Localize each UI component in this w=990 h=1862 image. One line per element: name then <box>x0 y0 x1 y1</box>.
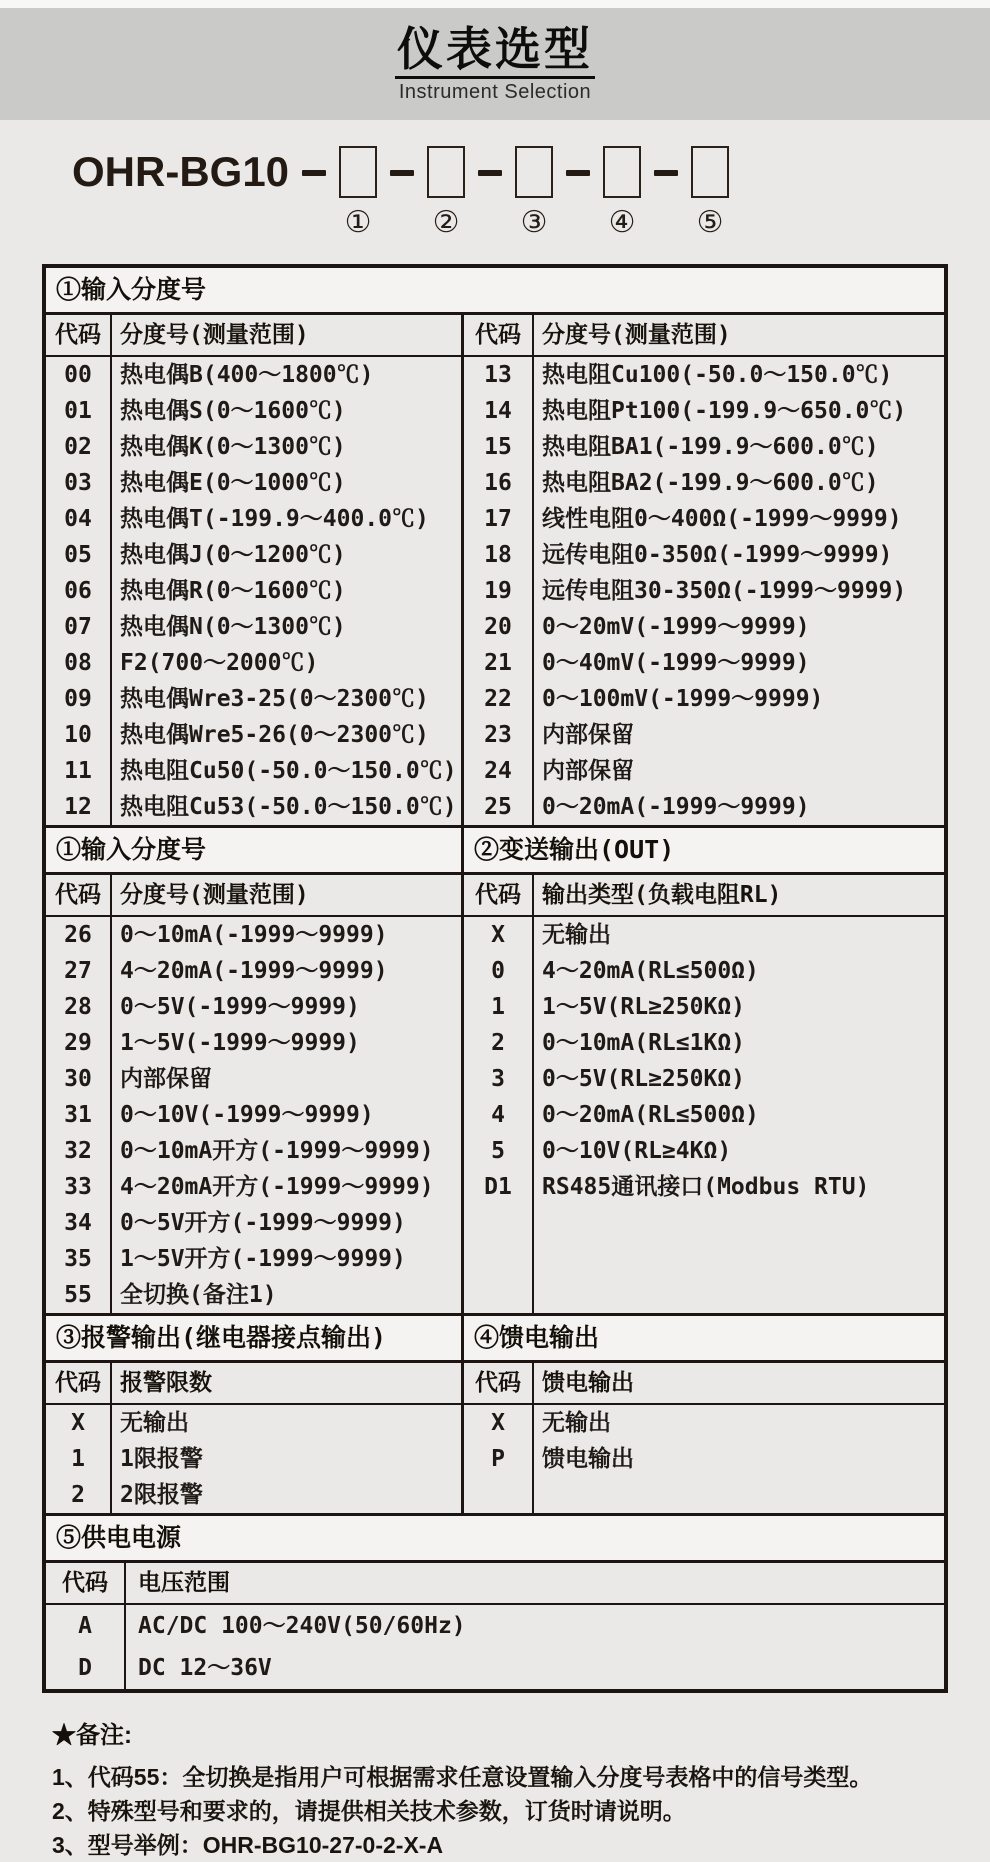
desc-cell: 远传电阻0-350Ω(-1999～9999) <box>542 542 893 568</box>
desc-cell: 无输出 <box>120 1410 189 1436</box>
page-banner <box>0 8 990 120</box>
code-cell: 27 <box>64 958 92 984</box>
desc-column <box>534 1405 944 1513</box>
section2-body <box>46 917 944 1313</box>
col-code: 代码 <box>464 875 534 915</box>
code-cell: 24 <box>484 758 512 784</box>
col-code: 代码 <box>46 1363 112 1403</box>
code-cell: 02 <box>64 434 92 460</box>
code-cell: 23 <box>484 722 512 748</box>
code-cell: 06 <box>64 578 92 604</box>
code-cell: 17 <box>484 506 512 532</box>
section1-title: ①输入分度号 <box>56 275 207 304</box>
desc-cell: 热电阻Cu100(-50.0～150.0℃) <box>542 362 893 388</box>
page-subtitle: Instrument Selection <box>398 81 592 104</box>
section5-rows <box>46 1605 944 1689</box>
section2-right <box>464 917 944 1313</box>
code-cell: 30 <box>64 1066 92 1092</box>
desc-cell: 0～5V(RL≥250KΩ) <box>542 1066 746 1092</box>
section3-body <box>46 1405 944 1513</box>
code-cell: 33 <box>64 1174 92 1200</box>
section5-body <box>46 1605 944 1689</box>
model-slot-3 <box>515 146 553 240</box>
col-desc: 输出类型(负载电阻RL) <box>542 882 782 908</box>
desc-cell: 热电偶N(0～1300℃) <box>120 614 346 640</box>
section1-left <box>46 357 464 825</box>
position-label-4: ④ <box>608 205 636 240</box>
desc-cell: 远传电阻30-350Ω(-1999～9999) <box>542 578 907 604</box>
desc-cell: 线性电阻0～400Ω(-1999～9999) <box>542 506 902 532</box>
desc-cell: 热电偶E(0～1000℃) <box>120 470 346 496</box>
col-desc: 分度号(测量范围) <box>112 875 464 915</box>
code-cell: X <box>491 922 505 948</box>
code-box-4 <box>603 146 641 198</box>
desc-cell: 热电阻Pt100(-199.9～650.0℃) <box>542 398 907 424</box>
code-cell: 10 <box>64 722 92 748</box>
section2-right-title: ②变送输出(OUT) <box>474 835 675 864</box>
desc-cell: 0～5V(-1999～9999) <box>120 994 360 1020</box>
col-desc: 报警限数 <box>112 1363 464 1403</box>
code-cell: 22 <box>484 686 512 712</box>
col-desc: 电压范围 <box>138 1570 230 1596</box>
dash-separator <box>302 170 326 176</box>
section3-left <box>46 1405 464 1513</box>
desc-cell: 热电偶R(0～1600℃) <box>120 578 346 604</box>
desc-cell: 内部保留 <box>542 722 634 748</box>
code-column <box>46 1405 112 1513</box>
code-cell: A <box>78 1613 92 1639</box>
dash-separator <box>390 170 414 176</box>
desc-cell: 热电偶J(0～1200℃) <box>120 542 346 568</box>
code-cell: 20 <box>484 614 512 640</box>
section3-column-header <box>46 1363 944 1405</box>
code-column <box>464 357 534 825</box>
desc-cell: DC 12～36V <box>138 1655 272 1681</box>
code-cell: 03 <box>64 470 92 496</box>
code-cell: 08 <box>64 650 92 676</box>
desc-cell: 0～20mA(-1999～9999) <box>542 794 810 820</box>
position-label-2: ② <box>432 205 460 240</box>
top-strip <box>0 0 990 8</box>
desc-cell: 4～20mA(-1999～9999) <box>120 958 388 984</box>
desc-cell: 1～5V(-1999～9999) <box>120 1030 360 1056</box>
model-prefix: OHR-BG10 <box>72 148 290 195</box>
code-cell: 09 <box>64 686 92 712</box>
remarks-block <box>52 1715 990 1862</box>
desc-cell: 0～10mA开方(-1999～9999) <box>120 1138 434 1164</box>
desc-column <box>126 1605 944 1689</box>
model-slot-1 <box>339 146 377 240</box>
code-cell: 0 <box>491 958 505 984</box>
desc-cell: 0～5V开方(-1999～9999) <box>120 1210 406 1236</box>
desc-cell: 0～40mV(-1999～9999) <box>542 650 810 676</box>
desc-cell: 4～20mA(RL≤500Ω) <box>542 958 759 984</box>
model-slot-4 <box>603 146 641 240</box>
dash-separator <box>566 170 590 176</box>
desc-column <box>112 917 461 1313</box>
position-label-5: ⑤ <box>696 205 724 240</box>
remark-item-2: 2、特殊型号和要求的，请提供相关技术参数，订货时请说明。 <box>52 1798 686 1824</box>
position-label-3: ③ <box>520 205 548 240</box>
code-cell: 28 <box>64 994 92 1020</box>
code-cell: 26 <box>64 922 92 948</box>
desc-cell: 热电偶T(-199.9～400.0℃) <box>120 506 429 532</box>
section3-right-title: ④馈电输出 <box>474 1323 600 1352</box>
model-slot-2 <box>427 146 465 240</box>
desc-cell: 1～5V(RL≥250KΩ) <box>542 994 746 1020</box>
section1-right <box>464 357 944 825</box>
code-cell: D <box>78 1655 92 1681</box>
code-column <box>464 917 534 1313</box>
desc-cell: 2限报警 <box>120 1482 203 1508</box>
section2-column-header <box>46 875 944 917</box>
col-code: 代码 <box>464 1363 534 1403</box>
code-cell: 07 <box>64 614 92 640</box>
desc-cell: 内部保留 <box>120 1066 212 1092</box>
desc-cell: 馈电输出 <box>542 1446 634 1472</box>
section1-header <box>46 268 944 315</box>
desc-cell: 无输出 <box>542 1410 611 1436</box>
code-cell: P <box>491 1446 505 1472</box>
code-cell: 05 <box>64 542 92 568</box>
section5-header <box>46 1513 944 1563</box>
section3-left-title: ③报警输出(继电器接点输出) <box>46 1316 464 1360</box>
col-desc: 分度号(测量范围) <box>542 322 731 348</box>
section2-header <box>46 825 944 875</box>
code-cell: 14 <box>484 398 512 424</box>
code-box-1 <box>339 146 377 198</box>
desc-cell: 0～10mA(RL≤1KΩ) <box>542 1030 746 1056</box>
code-column <box>46 917 112 1313</box>
code-cell: 12 <box>64 794 92 820</box>
desc-cell: 0～20mA(RL≤500Ω) <box>542 1102 759 1128</box>
code-cell: D1 <box>484 1174 512 1200</box>
desc-cell: 热电偶Wre5-26(0～2300℃) <box>120 722 429 748</box>
section5-title: ⑤供电电源 <box>56 1523 182 1552</box>
desc-cell: 4～20mA开方(-1999～9999) <box>120 1174 434 1200</box>
code-cell: 3 <box>491 1066 505 1092</box>
code-cell: 2 <box>71 1482 85 1508</box>
section5-column-header <box>46 1563 944 1605</box>
page-title: 仪表选型 <box>395 24 595 80</box>
desc-cell: AC/DC 100～240V(50/60Hz) <box>138 1613 466 1639</box>
code-box-5 <box>691 146 729 198</box>
desc-cell: 热电偶K(0～1300℃) <box>120 434 346 460</box>
desc-cell: 热电偶B(400～1800℃) <box>120 362 374 388</box>
section2-left-title: ①输入分度号 <box>46 828 464 872</box>
section1-body <box>46 357 944 825</box>
desc-cell: 无输出 <box>542 922 611 948</box>
selection-table <box>42 264 948 1693</box>
code-cell: 34 <box>64 1210 92 1236</box>
code-column <box>464 1405 534 1513</box>
code-cell: 21 <box>484 650 512 676</box>
desc-cell: 热电偶S(0～1600℃) <box>120 398 346 424</box>
col-code: 代码 <box>46 315 112 355</box>
section2-left <box>46 917 464 1313</box>
desc-cell: 全切换(备注1) <box>120 1282 277 1308</box>
dash-separator <box>478 170 502 176</box>
code-cell: 1 <box>491 994 505 1020</box>
code-cell: 5 <box>491 1138 505 1164</box>
remark-item-3: 3、型号举例：OHR-BG10-27-0-2-X-A <box>52 1832 444 1858</box>
code-cell: 13 <box>484 362 512 388</box>
code-cell: X <box>71 1410 85 1436</box>
dash-separator <box>654 170 678 176</box>
desc-cell: 0～10mA(-1999～9999) <box>120 922 388 948</box>
desc-cell: RS485通讯接口(Modbus RTU) <box>542 1174 870 1200</box>
code-box-3 <box>515 146 553 198</box>
col-code: 代码 <box>46 875 112 915</box>
code-cell: 00 <box>64 362 92 388</box>
position-label-1: ① <box>344 205 372 240</box>
desc-cell: 热电阻BA1(-199.9～600.0℃) <box>542 434 879 460</box>
desc-cell: F2(700～2000℃) <box>120 650 319 676</box>
code-cell: 2 <box>491 1030 505 1056</box>
section3-right <box>464 1405 944 1513</box>
code-cell: 35 <box>64 1246 92 1272</box>
code-cell: 32 <box>64 1138 92 1164</box>
model-slot-5 <box>691 146 729 240</box>
code-cell: 16 <box>484 470 512 496</box>
desc-cell: 热电偶Wre3-25(0～2300℃) <box>120 686 429 712</box>
desc-cell: 热电阻Cu50(-50.0～150.0℃) <box>120 758 457 784</box>
code-cell: 25 <box>484 794 512 820</box>
desc-cell: 热电阻BA2(-199.9～600.0℃) <box>542 470 879 496</box>
desc-cell: 0～100mV(-1999～9999) <box>542 686 824 712</box>
col-desc: 分度号(测量范围) <box>112 315 464 355</box>
col-desc: 馈电输出 <box>542 1370 634 1396</box>
desc-cell: 0～10V(RL≥4KΩ) <box>542 1138 732 1164</box>
remark-item-1: 1、代码55：全切换是指用户可根据需求任意设置输入分度号表格中的信号类型。 <box>52 1764 873 1790</box>
desc-column <box>112 1405 461 1513</box>
desc-column <box>534 357 944 825</box>
remarks-title: ★备注: <box>52 1722 132 1749</box>
code-cell: 31 <box>64 1102 92 1128</box>
desc-cell: 热电阻Cu53(-50.0～150.0℃) <box>120 794 457 820</box>
desc-cell: 内部保留 <box>542 758 634 784</box>
desc-column <box>112 357 461 825</box>
desc-column <box>534 917 944 1313</box>
desc-cell: 1～5V开方(-1999～9999) <box>120 1246 406 1272</box>
code-cell: 18 <box>484 542 512 568</box>
section1-column-header <box>46 315 944 357</box>
code-cell: 19 <box>484 578 512 604</box>
code-column <box>46 357 112 825</box>
col-code: 代码 <box>464 315 534 355</box>
code-cell: 04 <box>64 506 92 532</box>
code-cell: 29 <box>64 1030 92 1056</box>
desc-cell: 0～20mV(-1999～9999) <box>542 614 810 640</box>
section3-header <box>46 1313 944 1363</box>
col-code: 代码 <box>46 1563 126 1603</box>
code-cell: 15 <box>484 434 512 460</box>
desc-cell: 1限报警 <box>120 1446 203 1472</box>
code-cell: 01 <box>64 398 92 424</box>
code-cell: 4 <box>491 1102 505 1128</box>
code-cell: X <box>491 1410 505 1436</box>
code-cell: 1 <box>71 1446 85 1472</box>
code-cell: 55 <box>64 1282 92 1308</box>
code-column <box>46 1605 126 1689</box>
model-code-line <box>72 146 990 240</box>
code-cell: 11 <box>64 758 92 784</box>
desc-cell: 0～10V(-1999～9999) <box>120 1102 374 1128</box>
code-box-2 <box>427 146 465 198</box>
